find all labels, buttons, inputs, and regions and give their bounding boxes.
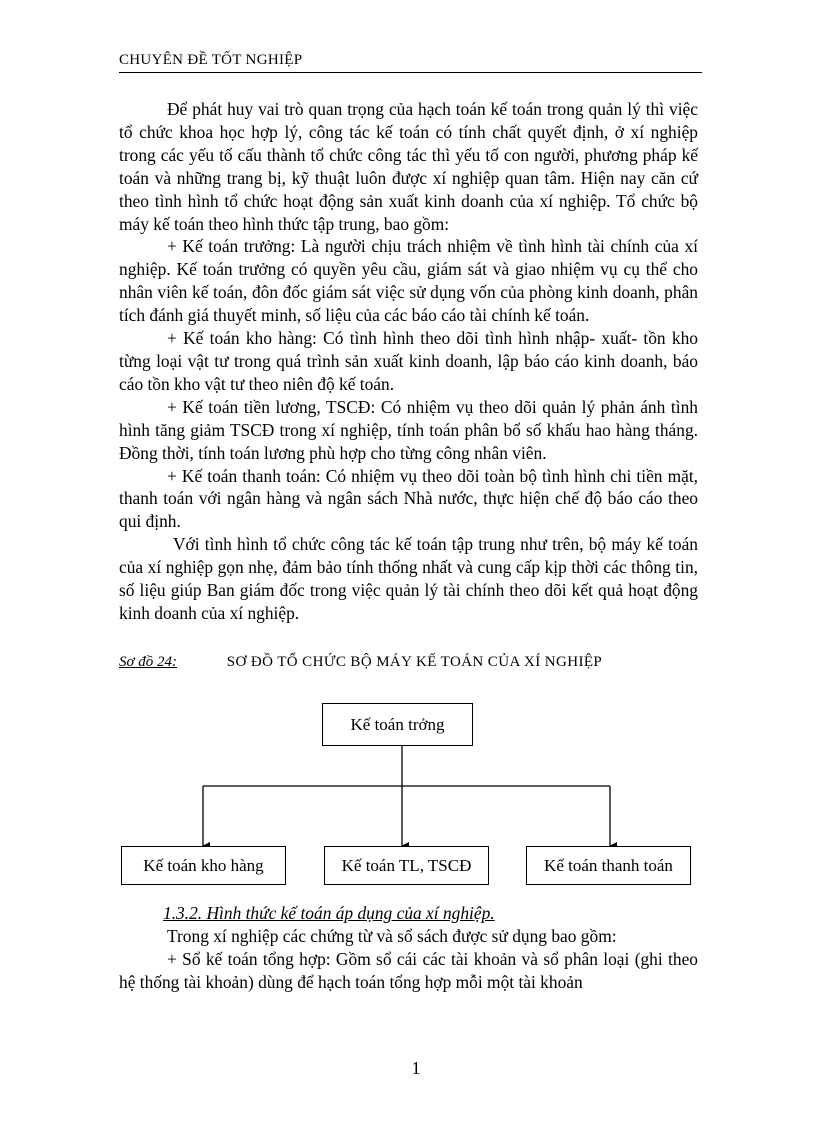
paragraph-documents: Trong xí nghiệp các chứng từ và sổ sách được sử dụng bao gồm: (167, 926, 617, 946)
box-chief-accountant (322, 703, 473, 746)
paragraph-intro: Để phát huy vai trò quan trọng của hạch toán kế toán trong quản lý thì việc tổ chức khoa học hợp lý, công tác kế toán có tính chất quyết định, ở xí nghiệp trong các yếu tố cấu thành tổ chức công tác thì yếu tố con người, phương pháp kế toán và những trang bị, kỹ thuật luôn được xí nghiệp quan tâm. Hiện nay căn cứ theo tình hình tổ chức hoạt động sản xuất kinh doanh của xí nghiệp. Tổ chức bộ máy kế toán theo hình thức tập trung, bao gồm: (119, 99, 698, 234)
paragraph-general-ledger: + Sổ kế toán tổng hợp: Gồm sổ cái các tài khoản và sổ phân loại (ghi theo hệ thống tài khoản) dùng để hạch toán tổng hợp mỗi một tài khoản (119, 948, 698, 992)
box-warehouse-accountant (121, 846, 286, 885)
box-payroll-accountant (324, 846, 489, 885)
box-chief-accountant-label: Kế toán trởng (350, 714, 445, 734)
paragraph-chief-accountant: + Kế toán trưởng: Là người chịu trách nhiệm về tình hình tài chính của xí nghiệp. Kế toán trưởng có quyền yêu cầu, giám sát và giao nhiệm vụ cụ thể cho nhân viên kế toán, đôn đốc giám sát việc sử dụng vốn của phòng kinh doanh, phân tích đánh giá thuyết minh, số liệu của các báo cáo tài chính kế toán. (119, 236, 698, 326)
box-payment-accountant (526, 846, 691, 885)
section-heading: 1.3.2. Hình thức kế toán áp dụng của xí nghiệp. (163, 903, 495, 923)
section-body (119, 925, 698, 994)
diagram-caption (119, 652, 719, 672)
box-warehouse-accountant-label: Kế toán kho hàng (143, 855, 264, 875)
box-payment-accountant-label: Kế toán thanh toán (544, 855, 673, 875)
caption-title: SƠ ĐỒ TỔ CHỨC BỘ MÁY KẾ TOÁN CỦA XÍ NGHIỆP (226, 654, 603, 670)
paragraph-warehouse-accountant: + Kế toán kho hàng: Có tình hình theo dõi tình hình nhập- xuất- tồn kho từng loại vật tư trong quá trình sản xuất kinh doanh, lập báo cáo kinh doanh, báo cáo tồn kho vật tư theo niên độ kế toán. (119, 328, 698, 394)
paragraph-summary: Với tình hình tổ chức công tác kế toán tập trung như trên, bộ máy kế toán của xí nghiệp gọn nhẹ, đảm bảo tính thống nhất và cung cấp kịp thời các thông tin, số liệu giúp Ban giám đốc trong việc quản lý tài chính theo dõi kết quả hoạt động kinh doanh của xí nghiệp. (119, 534, 698, 623)
caption-label: Sơ đồ 24: (119, 654, 178, 670)
page-number: 1 (411, 1058, 421, 1078)
box-payroll-accountant-label: Kế toán TL, TSCĐ (341, 855, 472, 875)
header-title: CHUYÊN ĐỀ TỐT NGHIỆP (119, 52, 303, 68)
page-header (119, 52, 702, 73)
paragraph-payment-accountant: + Kế toán thanh toán: Có nhiệm vụ theo dõi toàn bộ tình hình chi tiền mặt, thanh toán với ngân hàng và ngân sách Nhà nước, thực hiện chế độ báo cáo theo qui định. (119, 465, 698, 532)
paragraph-payroll-accountant: + Kế toán tiền lương, TSCĐ: Có nhiệm vụ theo dõi quản lý phản ánh tình hình tăng giảm TSCĐ trong xí nghiệp, tính toán phân bổ số khấu hao hàng tháng. Đồng thời, tính toán lương phù hợp cho từng công nhân viên. (119, 396, 698, 463)
body-text (119, 98, 698, 625)
